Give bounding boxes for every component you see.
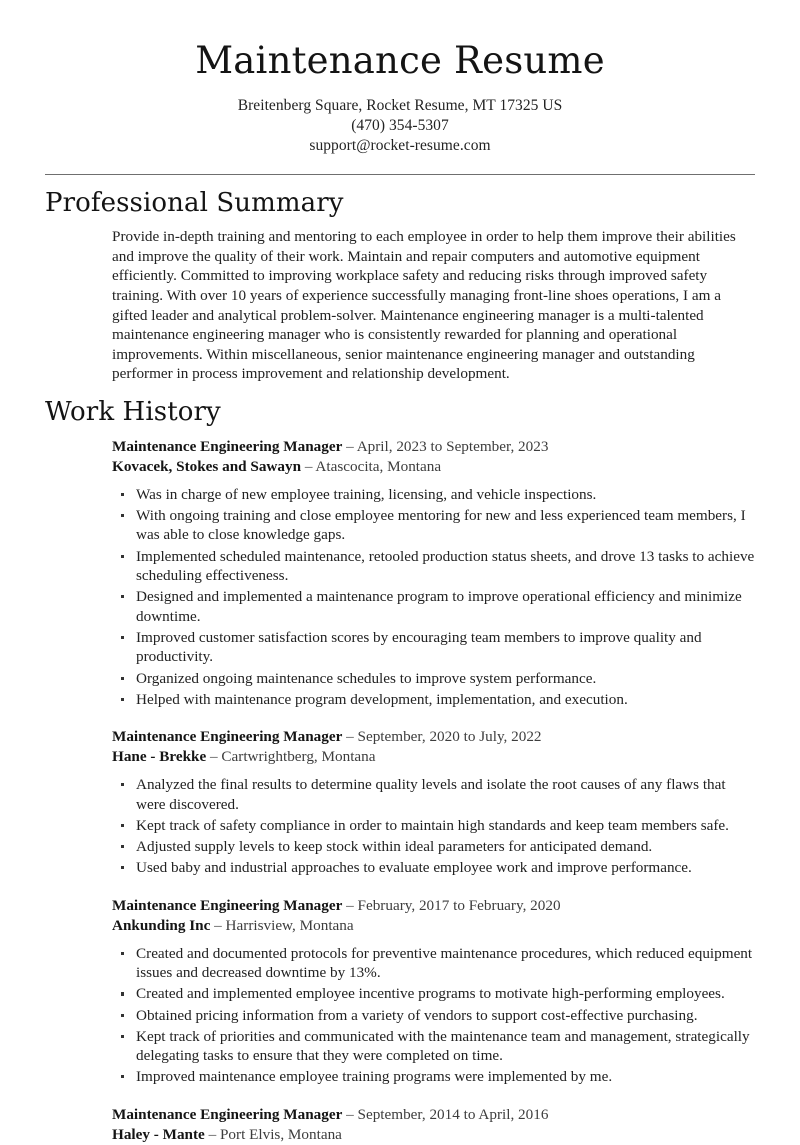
work-history-entry	[112, 727, 755, 877]
job-location: Harrisview, Montana	[225, 916, 354, 934]
job-separator: –	[206, 748, 222, 766]
job-bullet: Improved maintenance employee training programs were implemented by me.	[136, 1067, 755, 1087]
job-bullet: Created and implemented employee incentive programs to motivate high-performing employees.	[136, 984, 755, 1004]
job-position: Maintenance Engineering Manager	[112, 437, 343, 455]
section-title-professional-summary: Professional Summary	[45, 187, 344, 218]
section-professional-summary	[45, 188, 755, 384]
job-title-line	[112, 1105, 755, 1125]
contact-address: Breitenberg Square, Rocket Resume, MT 17325 US	[237, 96, 563, 114]
page-title: Maintenance Resume	[195, 39, 605, 82]
job-bullet: Helped with maintenance program development, implementation, and execution.	[136, 690, 755, 710]
job-dates: February, 2017 to February, 2020	[357, 896, 561, 914]
job-bullet: Created and documented protocols for preventive maintenance procedures, which reduced equipment issues and decreased downtime by 13%.	[136, 944, 755, 983]
job-bullet: Implemented scheduled maintenance, retooled production status sheets, and drove 13 tasks to achieve scheduling effectiveness.	[136, 547, 755, 585]
job-position: Maintenance Engineering Manager	[112, 1105, 343, 1123]
job-title-line	[112, 437, 755, 457]
work-history-entry	[112, 896, 755, 1087]
job-bullet-list	[112, 485, 755, 710]
job-position: Maintenance Engineering Manager	[112, 896, 343, 914]
job-dates: September, 2014 to April, 2016	[357, 1105, 549, 1123]
job-separator: –	[301, 457, 316, 475]
job-location: Atascocita, Montana	[315, 457, 442, 475]
job-bullet: Used baby and industrial approaches to evaluate employee work and improve performance.	[136, 858, 755, 878]
job-position: Maintenance Engineering Manager	[112, 728, 343, 746]
contact-block	[45, 96, 755, 156]
job-dates: April, 2023 to September, 2023	[356, 437, 549, 455]
job-title-line	[112, 727, 755, 747]
job-separator: –	[342, 437, 357, 455]
job-bullet: Was in charge of new employee training, licensing, and vehicle inspections.	[136, 485, 755, 505]
job-employer: Haley - Mante	[112, 1125, 205, 1143]
job-location: Port Elvis, Montana	[219, 1125, 342, 1143]
job-location: Cartwrightberg, Montana	[221, 748, 376, 766]
job-bullet: Improved customer satisfaction scores by encouraging team members to improve quality and productivity.	[136, 628, 755, 667]
job-employer: Kovacek, Stokes and Sawayn	[112, 457, 302, 475]
work-history-entry	[112, 1105, 755, 1145]
contact-email: support@rocket-resume.com	[309, 136, 491, 154]
job-dates: September, 2020 to July, 2022	[357, 728, 542, 746]
job-bullet: Analyzed the final results to determine quality levels and isolate the root causes of any flaws that were discovered.	[136, 775, 755, 814]
job-separator: –	[204, 1125, 220, 1143]
job-employer: Hane - Brekke	[112, 748, 207, 766]
contact-phone: (470) 354-5307	[351, 116, 449, 134]
job-employer-line	[112, 457, 755, 477]
job-separator: –	[342, 896, 358, 914]
job-title-line	[112, 896, 755, 916]
job-separator: –	[342, 728, 358, 746]
section-work-history	[45, 397, 755, 1145]
work-history-entry	[112, 437, 755, 710]
work-history-body	[45, 437, 755, 1145]
section-title-work-history: Work History	[45, 397, 221, 428]
job-separator: –	[210, 916, 226, 934]
job-bullet-list	[112, 775, 755, 877]
job-bullet: Adjusted supply levels to keep stock within ideal parameters for anticipated demand.	[136, 837, 755, 857]
job-bullet: Kept track of priorities and communicated with the maintenance team and management, strategically delegating tasks to ensure that they were completed on time.	[136, 1027, 755, 1066]
job-bullet: Organized ongoing maintenance schedules to improve system performance.	[136, 669, 755, 689]
professional-summary-body	[45, 227, 755, 384]
job-bullet: Kept track of safety compliance in order to maintain high standards and keep team members safe.	[136, 816, 755, 836]
job-bullet-list	[112, 944, 755, 1087]
job-employer-line	[112, 747, 755, 767]
header-divider	[45, 174, 755, 175]
job-employer-line	[112, 1125, 755, 1145]
job-bullet: Designed and implemented a maintenance program to improve operational efficiency and minimize downtime.	[136, 587, 755, 626]
job-bullet: With ongoing training and close employee mentoring for new and less experienced team members, I was able to close knowledge gaps.	[136, 506, 755, 545]
job-employer: Ankunding Inc	[112, 916, 211, 934]
job-employer-line	[112, 916, 755, 936]
professional-summary-text: Provide in-depth training and mentoring to each employee in order to help them improve their abilities and improve the quality of their work. Maintain and repair computers and automotive equipment efficiently. Committed to improving workplace safety and reducing risks through improved safety training. With over 10 years of experience successfully managing front-line shoes operations, I am a gifted leader and analytical problem-solver. Maintenance engineering manager is a multi-talented maintenance engineering manager who is consistently rewarded for planning and operational improvements. Within miscellaneous, senior maintenance engineering manager and outstanding performer in process improvement and relationship development.	[112, 228, 736, 383]
job-bullet: Obtained pricing information from a variety of vendors to support cost-effective purchasing.	[136, 1006, 755, 1026]
job-separator: –	[342, 1105, 358, 1123]
